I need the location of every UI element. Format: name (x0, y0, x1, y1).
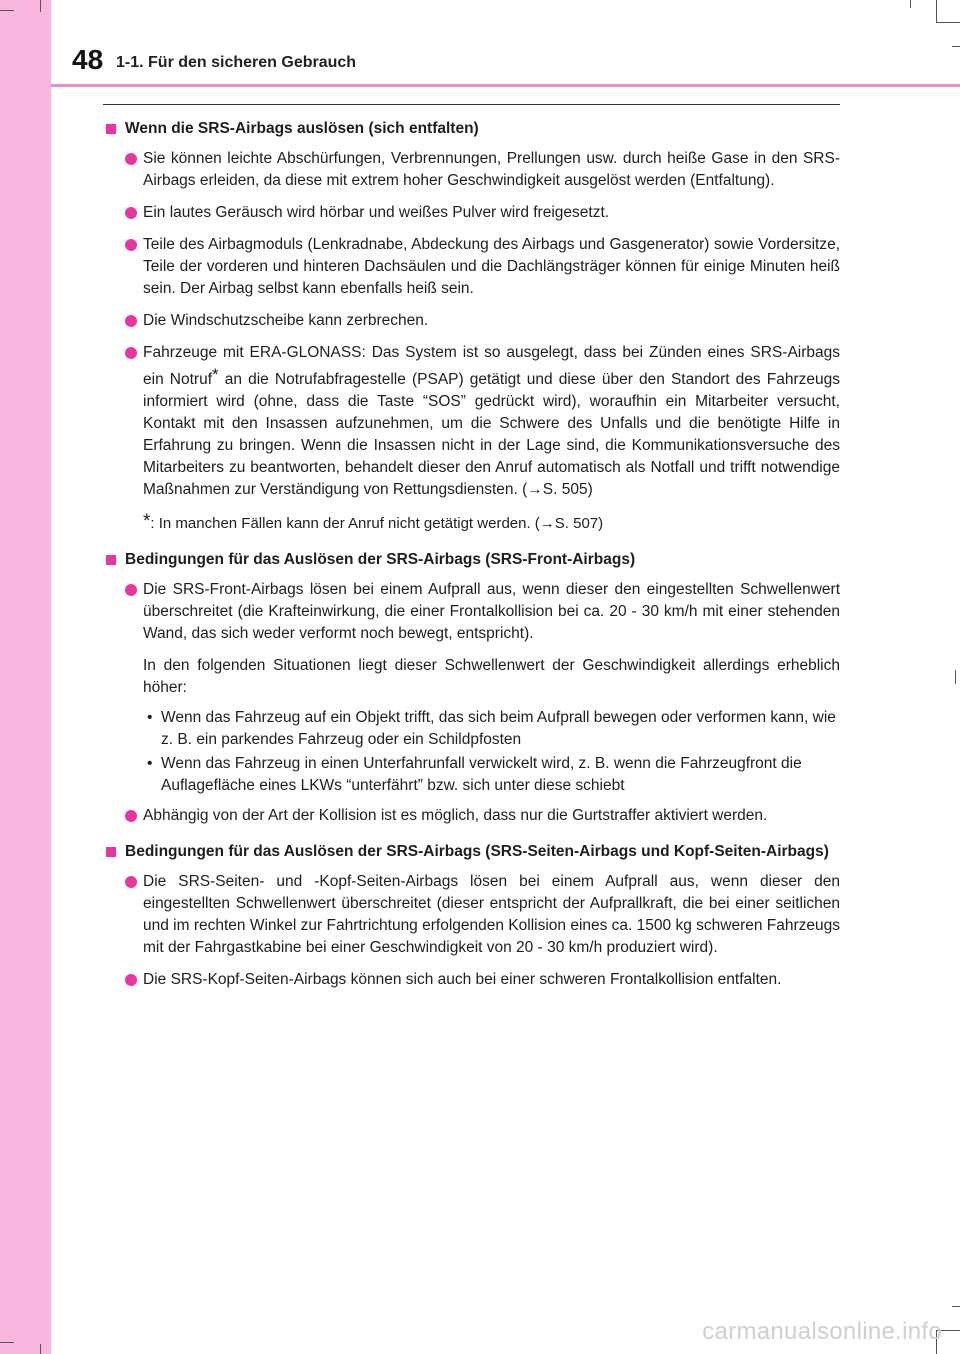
crop-mark (0, 10, 14, 11)
sub-item-text: Wenn das Fahrzeug auf ein Objekt trifft, das sich beim Aufprall bewegen oder verformen kann, wie z. B. ein parkendes Fahrzeug oder ein Schildpfosten (161, 709, 836, 748)
item-text-part2: an die Notrufabfragestelle (PSAP) getätigt und diese über den Standort des Fahrzeugs informiert wird (ohne, dass die Taste “SOS” gedrückt wird), woraufhin ein Mitarbeiter versucht, Kontakt mit den Insassen aufzunehmen, um die Schwere des Unfalls und die benötigte Hilfe in Erfahrung zu bringen. Wenn die Insassen nicht in der Lage sind, die Kommunikationsversuche des Mitarbeiters zu beantworten, behandelt dieser den Anruf automatisch als Notfall und trifft notwendige Maßnahmen zur Verständigung von Rettungsdiensten. (→S. 505) (143, 371, 841, 498)
round-bullet-icon (125, 810, 137, 822)
heading-text: Bedingungen für das Auslösen der SRS-Airbags (SRS-Front-Airbags) (125, 551, 636, 568)
paragraph: In den folgenden Situationen liegt dieser Schwellenwert der Geschwindigkeit allerdings erheblich höher: (143, 657, 840, 696)
crop-mark (910, 0, 911, 8)
item-text: Abhängig von der Art der Kollision ist es möglich, dass nur die Gurtstraffer aktiviert werden. (143, 807, 768, 824)
item-text: Sie können leichte Abschürfungen, Verbrennungen, Prellungen usw. durch heiße Gase in den SRS-Airbags erleiden, da diese mit extrem hoher Geschwindigkeit ausgelöst werden (Entfaltung). (143, 150, 840, 189)
square-bullet-icon (106, 124, 116, 134)
footnote-star: * (143, 511, 151, 532)
content-rule (103, 104, 840, 105)
round-bullet-icon (125, 239, 137, 251)
list-item (125, 202, 840, 224)
list-item (125, 310, 840, 332)
round-bullet-icon (125, 584, 137, 596)
footnote-text: : In manchen Fällen kann der Anruf nicht getätigt werden. (→S. 507) (150, 515, 604, 532)
list-item (125, 234, 840, 300)
section-title: 1-1. Für den sicheren Gebrauch (116, 54, 357, 71)
list-item (125, 148, 840, 192)
item-text: Teile des Airbagmoduls (Lenkradnabe, Abdeckung des Airbags und Gasgenerator) sowie Vordersitze, Teile der vorderen und hinteren Dachsäulen und die Dachlängsträger können für einige Minuten heiß sein. Der Airbag selbst kann ebenfalls heiß sein. (143, 236, 840, 297)
crop-mark (936, 0, 937, 22)
square-bullet-icon (106, 847, 116, 857)
item-text: Die SRS-Kopf-Seiten-Airbags können sich auch bei einer schweren Frontalkollision entfalten. (143, 971, 782, 988)
page-header (0, 0, 960, 86)
crop-mark (952, 1306, 960, 1307)
crop-mark (955, 670, 956, 684)
list-item (125, 579, 840, 645)
section-heading-front-airbags (103, 549, 840, 571)
section-heading-side-airbags (103, 841, 840, 863)
sub-item-text: Wenn das Fahrzeug in einen Unterfahrunfall verwickelt wird, z. B. wenn die Fahrzeugfront die Auflagefläche eines LKWs “unterfährt” bzw. sich unter diese schiebt (161, 755, 802, 794)
footnote (143, 511, 840, 535)
item-text-part1: Fahrzeuge mit ERA-GLONASS: Das System ist so ausgelegt, dass bei Zünden eines SRS-Airbags ein Notruf (143, 344, 840, 388)
crop-mark (936, 22, 960, 23)
watermark: carmanualsonline.info (702, 1318, 942, 1345)
round-bullet-icon (125, 876, 137, 888)
item-text: Die Windschutzscheibe kann zerbrechen. (143, 312, 429, 329)
round-bullet-icon (125, 347, 137, 359)
crop-mark (40, 0, 41, 12)
round-bullet-icon (125, 974, 137, 986)
page-number: 48 (72, 44, 104, 75)
sub-list-item (143, 707, 840, 751)
list-item (125, 805, 840, 827)
footnote-marker: * (212, 365, 219, 384)
dot-bullet: • (147, 755, 153, 772)
item-text: Die SRS-Seiten- und -Kopf-Seiten-Airbags lösen bei einem Aufprall aus, wenn dieser den eingestellten Schwellenwert überschreitet (dieser entspricht der Aufprallkraft, die bei einer seitlichen und im rechten Winkel zur Fahrtrichtung erfolgenden Kollision eines ca. 1500 kg schweren Fahrzeugs mit der Fahrgastkabine bei einer Geschwindigkeit von 20 - 30 km/h produziert wird). (143, 873, 841, 956)
header-rule (51, 84, 960, 87)
crop-mark (952, 46, 960, 47)
section-heading-airbag-deploy (103, 118, 840, 140)
item-text: Die SRS-Front-Airbags lösen bei einem Aufprall aus, wenn dieser den eingestellten Schwellenwert überschreitet (die Krafteinwirkung, die einer Frontalkollision bei ca. 20 - 30 km/h mit einer stehenden Wand, das sich weder verformt noch bewegt, entspricht). (143, 581, 840, 642)
sub-list-item (143, 753, 840, 797)
margin-strip (0, 0, 51, 1354)
page-content (103, 118, 840, 1001)
square-bullet-icon (106, 555, 116, 565)
round-bullet-icon (125, 315, 137, 327)
list-item-era-glonass (125, 342, 840, 501)
round-bullet-icon (125, 207, 137, 219)
round-bullet-icon (125, 153, 137, 165)
list-item (125, 969, 840, 991)
crop-mark (40, 1344, 41, 1354)
dot-bullet: • (147, 709, 153, 726)
heading-text: Wenn die SRS-Airbags auslösen (sich entfalten) (125, 120, 479, 137)
heading-text: Bedingungen für das Auslösen der SRS-Airbags (SRS-Seiten-Airbags und Kopf-Seiten-Airbags) (125, 843, 829, 860)
crop-mark (0, 1342, 14, 1343)
list-item (125, 871, 840, 959)
item-text: Ein lautes Geräusch wird hörbar und weißes Pulver wird freigesetzt. (143, 204, 610, 221)
